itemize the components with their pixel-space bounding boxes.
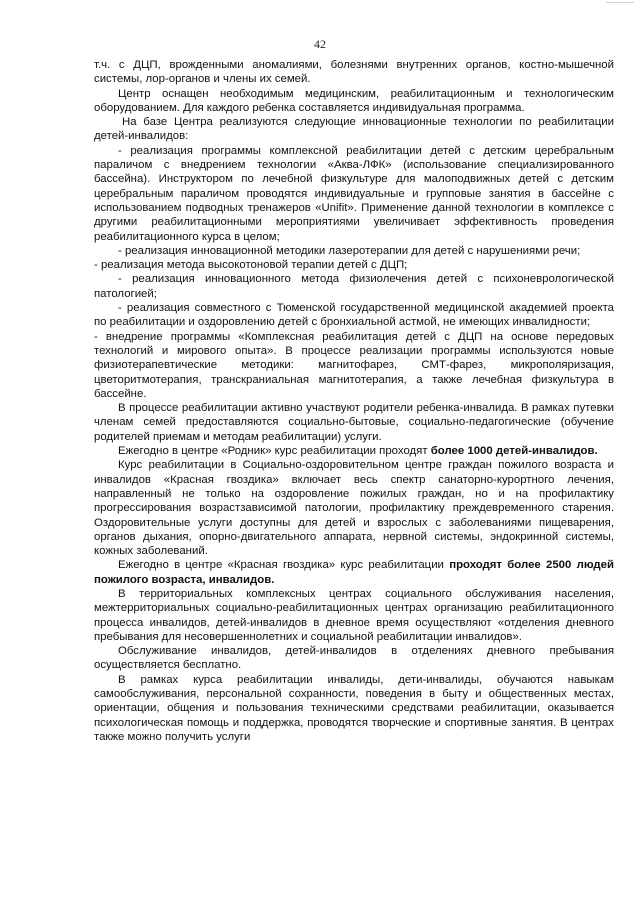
paragraph-text: - реализация инновационного метода физиолечения детей с психоневрологической патологией; [94, 273, 614, 300]
paragraph-text: Обслуживание инвалидов, детей-инвалидов в отделениях дневного пребывания осуществляется бесплатно. [94, 645, 614, 672]
paragraph-p11 [94, 444, 614, 458]
paragraph-p15 [94, 644, 614, 673]
paragraph-text: - реализация метода высокотоновой терапии детей с ДЦП; [94, 259, 408, 272]
paragraph-text: - реализация инновационной методики лазеротерапии для детей с нарушениями речи; [118, 244, 581, 257]
paragraph-p06 [94, 258, 614, 272]
paragraph-text: Ежегодно в центре «Родник» курс реабилитации проходят [118, 445, 431, 458]
paragraph-text: - реализация совместного с Тюменской государственной медицинской академией проекта по реабилитации и оздоровлению детей с бронхиальной астмой, не имеющих инвалидности; [94, 302, 614, 329]
paragraph-p03 [94, 115, 614, 144]
paragraph-p14 [94, 587, 614, 644]
paragraph-text: т.ч. с ДЦП, врожденными аномалиями, болезнями внутренних органов, костно-мышечной системы, лор-органов и члены их семей. [94, 59, 614, 86]
paragraph-text: В процессе реабилитации активно участвуют родители ребенка-инвалида. В рамках путевки членам семей предоставляются социально-бытовые, социально-педагогические (обучение родителей приемам и методам реабилитации) услуги. [94, 402, 614, 443]
paragraph-text: На базе Центра реализуются следующие инновационные технологии по реабилитации детей-инвалидов: [94, 116, 614, 143]
page-number: 42 [314, 37, 326, 51]
paragraph-text: Курс реабилитации в Социально-оздоровительном центре граждан пожилого возраста и инвалидов «Красная гвоздика» включает весь спектр санаторно-курортного лечения, направленный не только на оздоровление пожилых граждан, но и на профилактику прогрессирования возрастзависимой патологии, профилактику преждевременного старения. Оздоровительные услуги доступны для детей и взрослых с заболеваниями пищеварения, органов дыхания, опорно-двигательного аппарата, нервной системы, эндокринной системы, кожных заболеваний. [94, 459, 614, 558]
paragraph-p09 [94, 330, 614, 401]
paragraph-text: - внедрение программы «Комплексная реабилитация детей с ДЦП на основе передовых технологий и мирового опыта». В процессе реализации программы используются новые физиотерапевтические методики: магнитофарез, СМТ-фарез, микрополяризация, цветоритмотерапия, транскраниальная магнитотерапия, а также лечебная физкультура в бассейне. [94, 330, 614, 400]
paragraph-p16 [94, 673, 614, 744]
paragraph-text: В территориальных комплексных центрах социального обслуживания населения, межтерриториальных социально-реабилитационных центрах организацию реабилитационного процесса инвалидов, детей-инвалидов в дневное время осуществляют «отделения дневного пребывания для несовершеннолетних и социальной реабилитации инвалидов». [94, 587, 614, 643]
paragraph-p08 [94, 301, 614, 330]
bold-emphasis: более 1000 детей-инвалидов. [430, 445, 598, 458]
paragraph-p05 [94, 244, 614, 258]
paragraph-text: Центр оснащен необходимым медицинским, реабилитационным и технологическим оборудованием. Для каждого ребенка составляется индивидуальная программа. [94, 87, 614, 114]
paragraph-p01 [94, 58, 614, 87]
paragraph-p12 [94, 458, 614, 558]
paragraph-p10 [94, 401, 614, 444]
paragraph-p07 [94, 272, 614, 301]
paragraph-p13 [94, 558, 614, 587]
paragraph-p04 [94, 144, 614, 244]
paragraph-text: В рамках курса реабилитации инвалиды, дети-инвалиды, обучаются навыкам самообслуживания, персональной сохранности, поведения в быту и общественных местах, ориентации, общения и пользования техническими средствами реабилитации, оказывается психологическая помощь и поддержка, проводятся творческие и спортивные занятия. В центрах также можно получить услуги [94, 673, 614, 743]
document-body [94, 58, 614, 744]
scan-corner-mark [606, 2, 634, 6]
paragraph-p02 [94, 87, 614, 116]
bold-emphasis: проходят более 2500 людей пожилого возраста, инвалидов. [94, 559, 614, 586]
paragraph-text: Ежегодно в центре «Красная гвоздика» курс реабилитации [118, 559, 450, 572]
paragraph-text: - реализация программы комплексной реабилитации детей с детским церебральным параличом с внедрением технологии «Аква-ЛФК» (использование специализированного бассейна). Инструктором по лечебной физкультуре для малоподвижных детей с детским церебральным параличом проводятся индивидуальные и групповые занятия в бассейне с использованием подводных тренажеров «Unifit». Применение данной технологии в комплексе с другими реабилитационными мероприятиями увеличивает эффективность проведения реабилитационного курса в целом; [94, 144, 614, 243]
